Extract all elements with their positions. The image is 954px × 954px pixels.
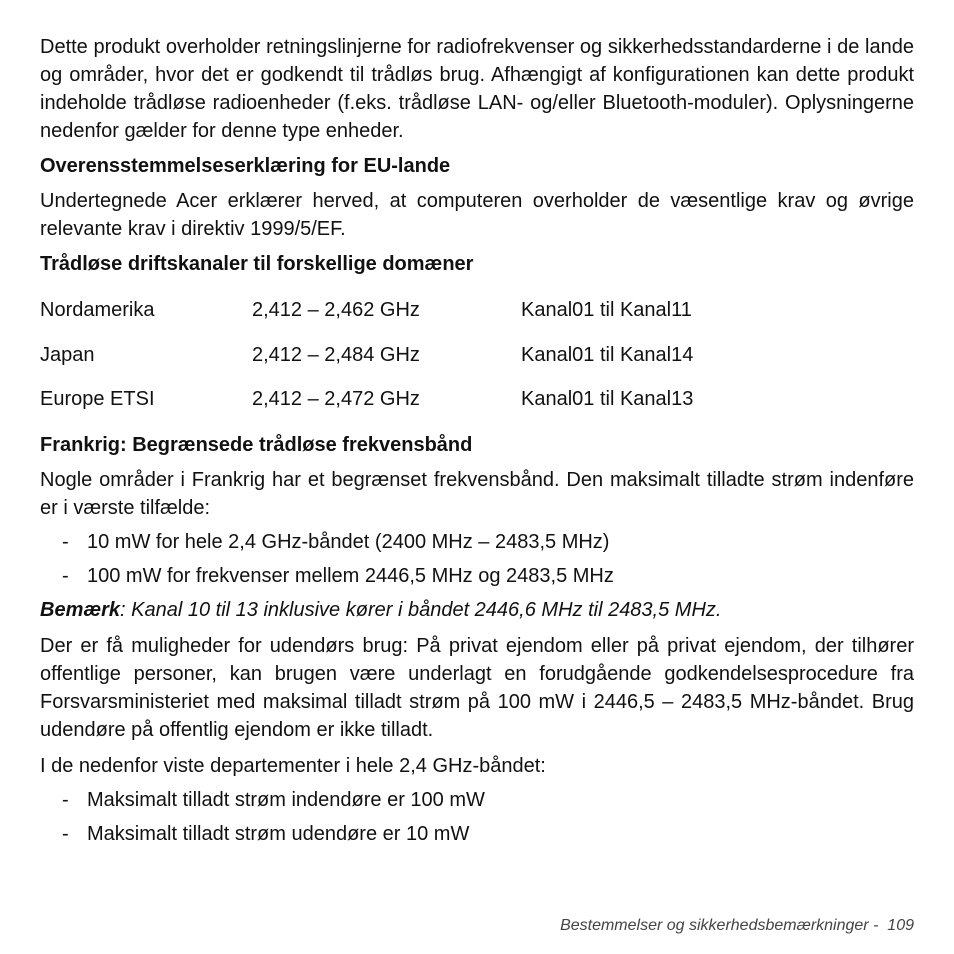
range-cell: 2,412 – 2,484 GHz <box>252 343 420 366</box>
list-item <box>40 820 914 848</box>
departments-paragraph: I de nedenfor viste departementer i hele 2,4 GHz-båndet: <box>40 754 546 777</box>
france-heading: Frankrig: Begrænsede trådløse frekvensbånd <box>40 433 473 456</box>
eu-heading: Overensstemmelseserklæring for EU-lande <box>40 155 451 177</box>
page-footer <box>560 917 914 935</box>
eu-paragraph: Undertegnede Acer erklærer herved, at computeren overholder de væsentlige krav og øvrige relevante krav i direktiv 1999/5/EF. <box>40 190 914 240</box>
channels-heading: Trådløse driftskanaler til forskellige domæner <box>40 253 474 275</box>
region-cell: Nordamerika <box>40 299 155 321</box>
note-label: Bemærk <box>40 598 121 621</box>
list-item <box>40 562 914 590</box>
range-cell: 2,412 – 2,462 GHz <box>252 299 420 321</box>
france-limits-list <box>40 528 914 590</box>
footer-section: Bestemmelser og sikkerhedsbemærkninger - <box>560 917 879 934</box>
table-row <box>40 296 914 341</box>
list-item-text: 10 mW for hele 2,4 GHz-båndet (2400 MHz – 2483,5 MHz) <box>87 530 610 553</box>
intro-paragraph: Dette produkt overholder retningslinjerne for radiofrekvenser og sikkerhedsstandarderne i de lande og områder, hvor det er godkendt til trådløs brug. Afhængigt af konfigurationen kan dette produkt indeholde trådløse radioenheder (f.eks. trådløse LAN- og/eller Bluetooth-moduler). Oplysningerne nedenfor gælder for denne type enheder. <box>40 36 914 142</box>
table-row <box>40 341 914 386</box>
dash-marker: - <box>62 788 69 811</box>
note-paragraph <box>40 596 914 624</box>
region-cell: Europe ETSI <box>40 388 155 410</box>
list-item <box>40 528 914 556</box>
page-number: 109 <box>887 917 914 934</box>
list-item <box>40 786 914 814</box>
channels-cell: Kanal01 til Kanal13 <box>521 388 694 410</box>
list-item-text: Maksimalt tilladt strøm indendøre er 100 mW <box>87 788 485 811</box>
dash-marker: - <box>62 564 69 587</box>
dash-marker: - <box>62 530 69 553</box>
dash-marker: - <box>62 822 69 845</box>
list-item-text: Maksimalt tilladt strøm udendøre er 10 mW <box>87 822 470 845</box>
france-paragraph: Nogle områder i Frankrig har et begrænset frekvensbånd. Den maksimalt tilladte strøm indenføre er i værste tilfælde: <box>40 468 914 519</box>
list-item-text: 100 mW for frekvenser mellem 2446,5 MHz og 2483,5 MHz <box>87 564 614 587</box>
channels-table <box>40 296 914 430</box>
range-cell: 2,412 – 2,472 GHz <box>252 388 420 410</box>
document-page <box>40 33 914 854</box>
channels-cell: Kanal01 til Kanal14 <box>521 343 694 366</box>
departments-list <box>40 786 914 848</box>
table-row <box>40 385 914 430</box>
outdoor-paragraph: Der er få muligheder for udendørs brug: På privat ejendom eller på privat ejendom, der tilhører offentlige personer, kan brugen være underlagt en forudgående godkendelsesprocedure fra Forsvarsministeriet med maksimal tilladt strøm på 100 mW i 2446,5 – 2483,5 MHz-båndet. Brug udendøre på offentlig ejendom er ikke tilladt. <box>40 634 914 741</box>
channels-cell: Kanal01 til Kanal11 <box>521 299 692 321</box>
region-cell: Japan <box>40 343 95 366</box>
note-text: : Kanal 10 til 13 inklusive kører i båndet 2446,6 MHz til 2483,5 MHz. <box>120 598 722 621</box>
